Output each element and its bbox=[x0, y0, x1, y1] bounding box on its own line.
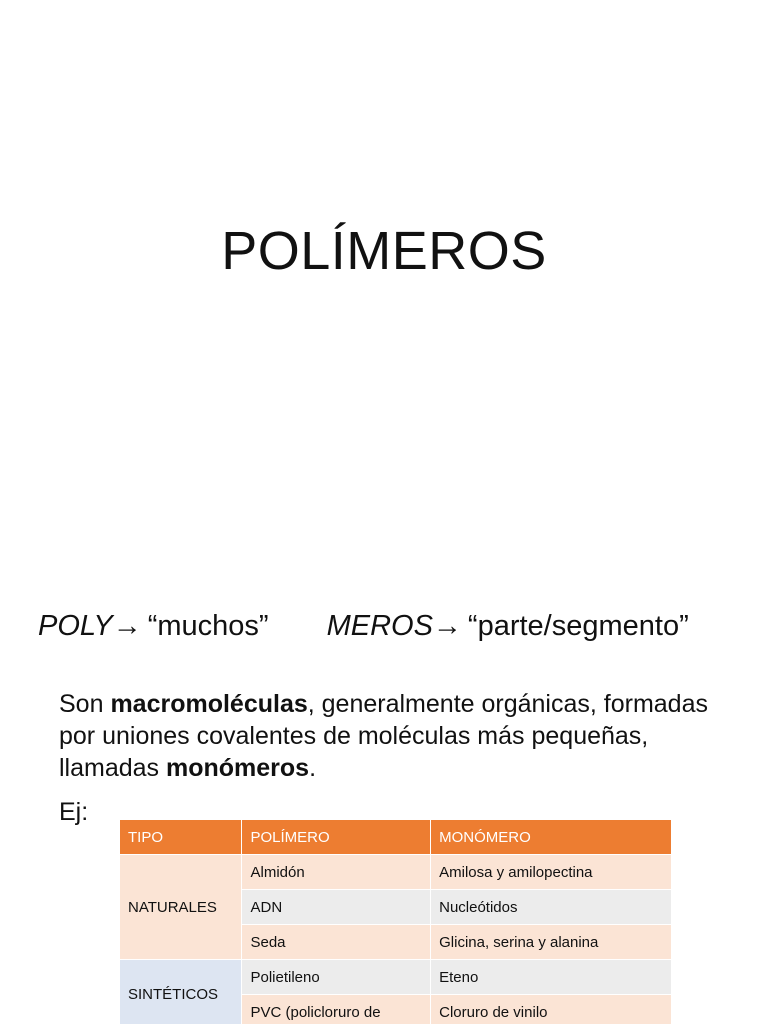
monomer-cell: Nucleótidos bbox=[431, 890, 672, 925]
definition-text: Son bbox=[59, 690, 111, 718]
definition-paragraph bbox=[59, 688, 749, 784]
slide-title: POLÍMEROS bbox=[221, 221, 547, 281]
monomer-cell: Eteno bbox=[431, 960, 672, 995]
polymer-cell: Almidón bbox=[242, 855, 431, 890]
definition-bold-term: monómeros bbox=[166, 754, 310, 782]
polymer-cell: Polietileno bbox=[242, 960, 431, 995]
type-cell-naturales: NATURALES bbox=[120, 855, 242, 960]
table-header-row bbox=[120, 820, 672, 855]
header-polimero: POLÍMERO bbox=[242, 820, 431, 855]
monomer-cell: Amilosa y amilopectina bbox=[431, 855, 672, 890]
definition-bold-term: macromoléculas bbox=[110, 690, 308, 718]
table-row bbox=[120, 855, 672, 890]
polymer-cell: Seda bbox=[242, 925, 431, 960]
definition-text: , generalmente orgánicas, formadas por uniones covalentes de moléculas más pequeñas, llamadas bbox=[59, 690, 708, 782]
meros-meaning: “parte/segmento” bbox=[467, 610, 689, 642]
polymer-cell: PVC (policloruro de bbox=[242, 995, 431, 1024]
table-row bbox=[120, 960, 672, 995]
arrow-icon: → bbox=[432, 610, 462, 642]
poly-meaning: “muchos” bbox=[147, 610, 269, 642]
header-tipo: TIPO bbox=[120, 820, 242, 855]
example-label: Ej: bbox=[59, 798, 89, 826]
type-cell-sinteticos: SINTÉTICOS bbox=[120, 960, 242, 1024]
polymer-cell: ADN bbox=[242, 890, 431, 925]
poly-term: POLY bbox=[38, 610, 113, 642]
meros-term: MEROS bbox=[326, 610, 433, 642]
header-monomero: MONÓMERO bbox=[431, 820, 672, 855]
definition-text: . bbox=[309, 754, 317, 782]
monomer-cell: Glicina, serina y alanina bbox=[431, 925, 672, 960]
polymer-table bbox=[119, 819, 672, 1024]
etymology-line bbox=[38, 610, 758, 643]
arrow-icon: → bbox=[112, 610, 142, 642]
monomer-cell: Cloruro de vinilo bbox=[431, 995, 672, 1024]
